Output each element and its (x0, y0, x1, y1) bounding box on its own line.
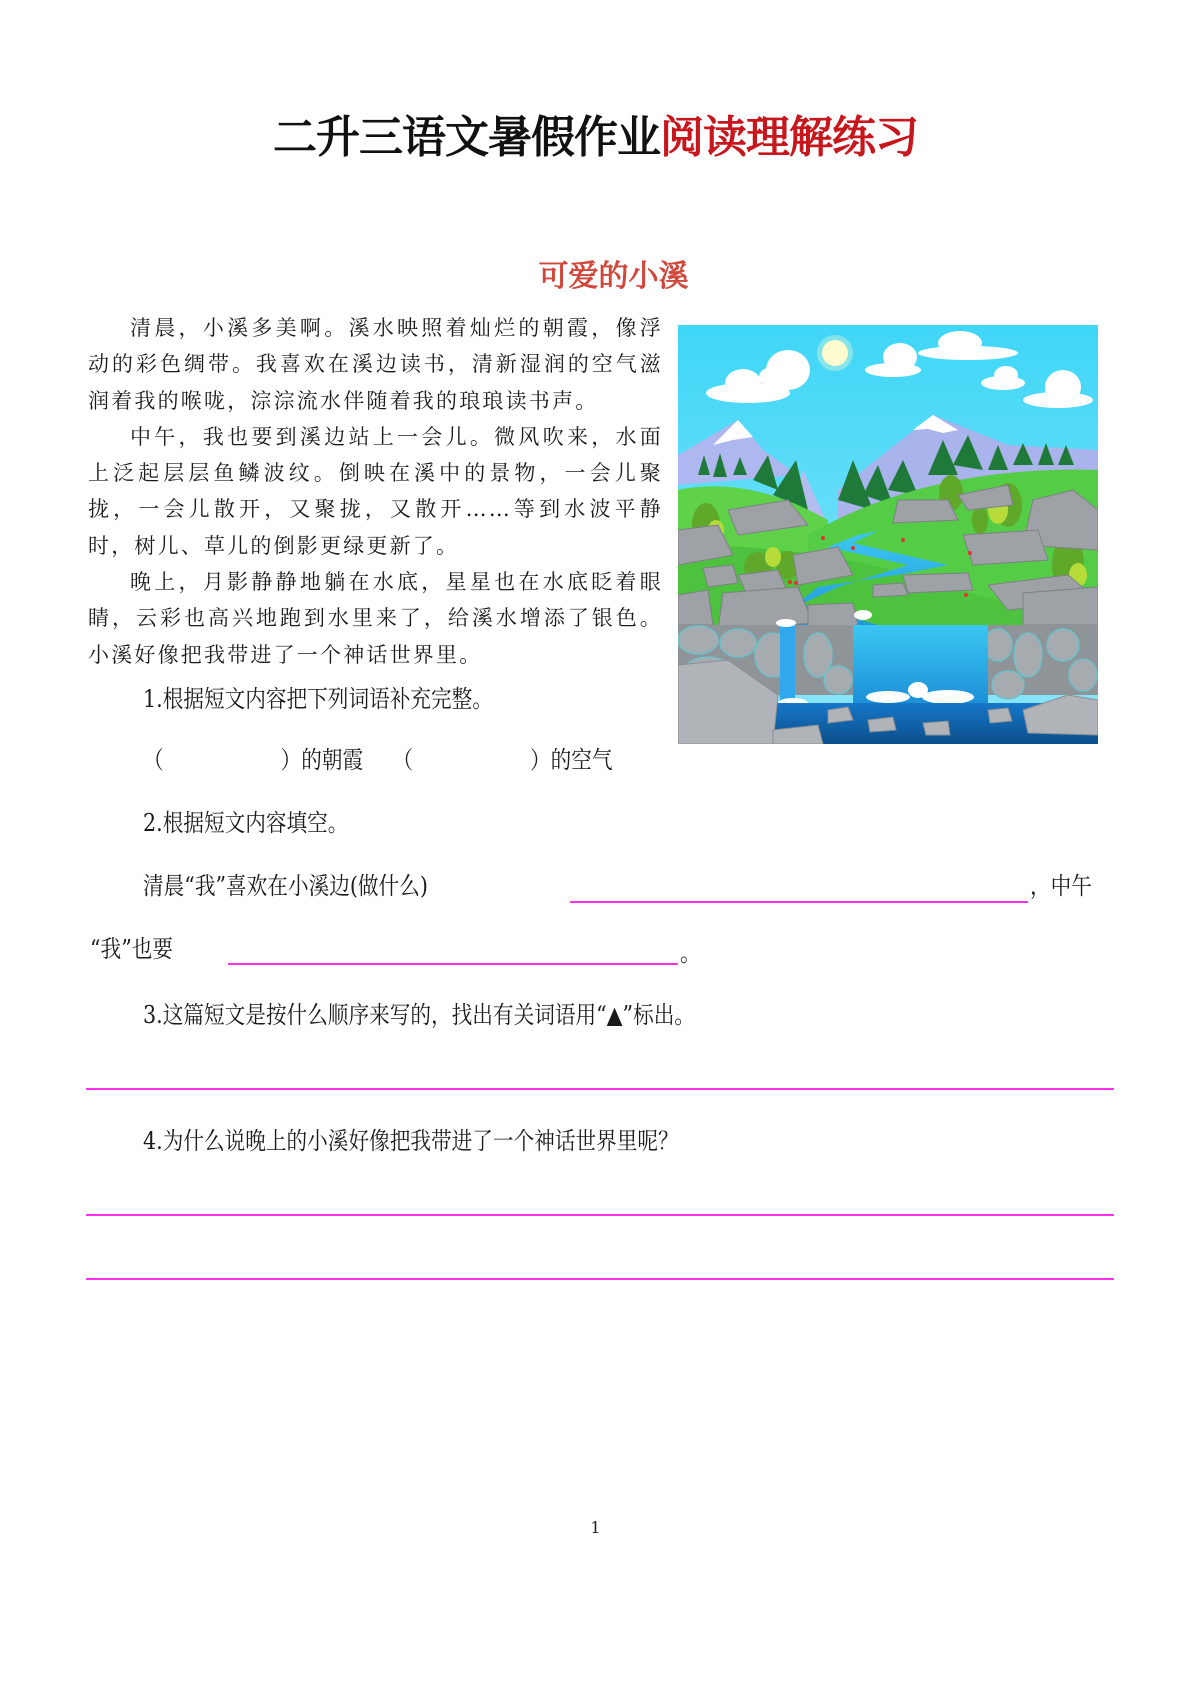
title-part-reading: 阅读理解练习 (660, 112, 918, 163)
q1-item1-open-paren: （ (143, 746, 164, 774)
q1-item2-suffix: ）的空气 (530, 746, 613, 774)
passage-paragraph-noon: 中午，我也要到溪边站上一会儿。微风吹来，水面上泛起层层鱼鳞波纹。倒映在溪中的景物，一会儿聚拢，一会儿散开，又聚拢，又散开……等到水波平静时，树儿、草儿的倒影更绿更新了。 (88, 424, 663, 558)
q2-answer-line-noon[interactable] (228, 963, 678, 965)
passage-paragraph-morning: 清晨，小溪多美啊。溪水映照着灿烂的朝霞，像浮动的彩色绸带。我喜欢在溪边读书，清新湿润的空气滋润着我的喉咙，淙淙流水伴随着我的琅琅读书声。 (88, 316, 663, 413)
question-2-prompt: 2.根据短文内容填空。 (143, 809, 349, 837)
page-number: 1 (590, 1518, 601, 1537)
q2-answer-line-morning[interactable] (570, 901, 1028, 903)
q2-line1-suffix: ，中午 (1030, 872, 1092, 900)
q3-answer-line[interactable] (86, 1088, 1114, 1090)
stream-illustration (678, 325, 1098, 744)
title-part-grade: 二升三语文暑假作业 (273, 112, 660, 163)
question-1-prompt: 1.根据短文内容把下列词语补充完整。 (143, 685, 493, 713)
q1-item2-open-paren: （ (392, 746, 414, 774)
question-4-prompt: 4.为什么说晚上的小溪好像把我带进了一个神话世界里呢？ (143, 1127, 679, 1155)
question-1-items (143, 743, 613, 777)
q2-line1-prefix: 清晨“我”喜欢在小溪边(做什么) (143, 872, 428, 900)
q4-answer-line-2[interactable] (86, 1278, 1114, 1280)
question-3-prompt: 3.这篇短文是按什么顺序来写的，找出有关词语用“▲”标出。 (143, 1001, 696, 1029)
q2-line2-suffix: 。 (680, 939, 701, 967)
page-title (0, 108, 1191, 168)
q1-item1-suffix: ）的朝霞 (280, 746, 364, 774)
passage-title: 可爱的小溪 (538, 259, 689, 294)
passage-paragraph-evening: 晚上，月影静静地躺在水底，星星也在水底眨着眼睛，云彩也高兴地跑到水里来了，给溪水增添了银色。小溪好像把我带进了一个神话世界里。 (88, 570, 663, 667)
passage-body (88, 310, 663, 673)
q4-answer-line-1[interactable] (86, 1214, 1114, 1216)
q2-line2-prefix: “我”也要 (90, 935, 174, 963)
